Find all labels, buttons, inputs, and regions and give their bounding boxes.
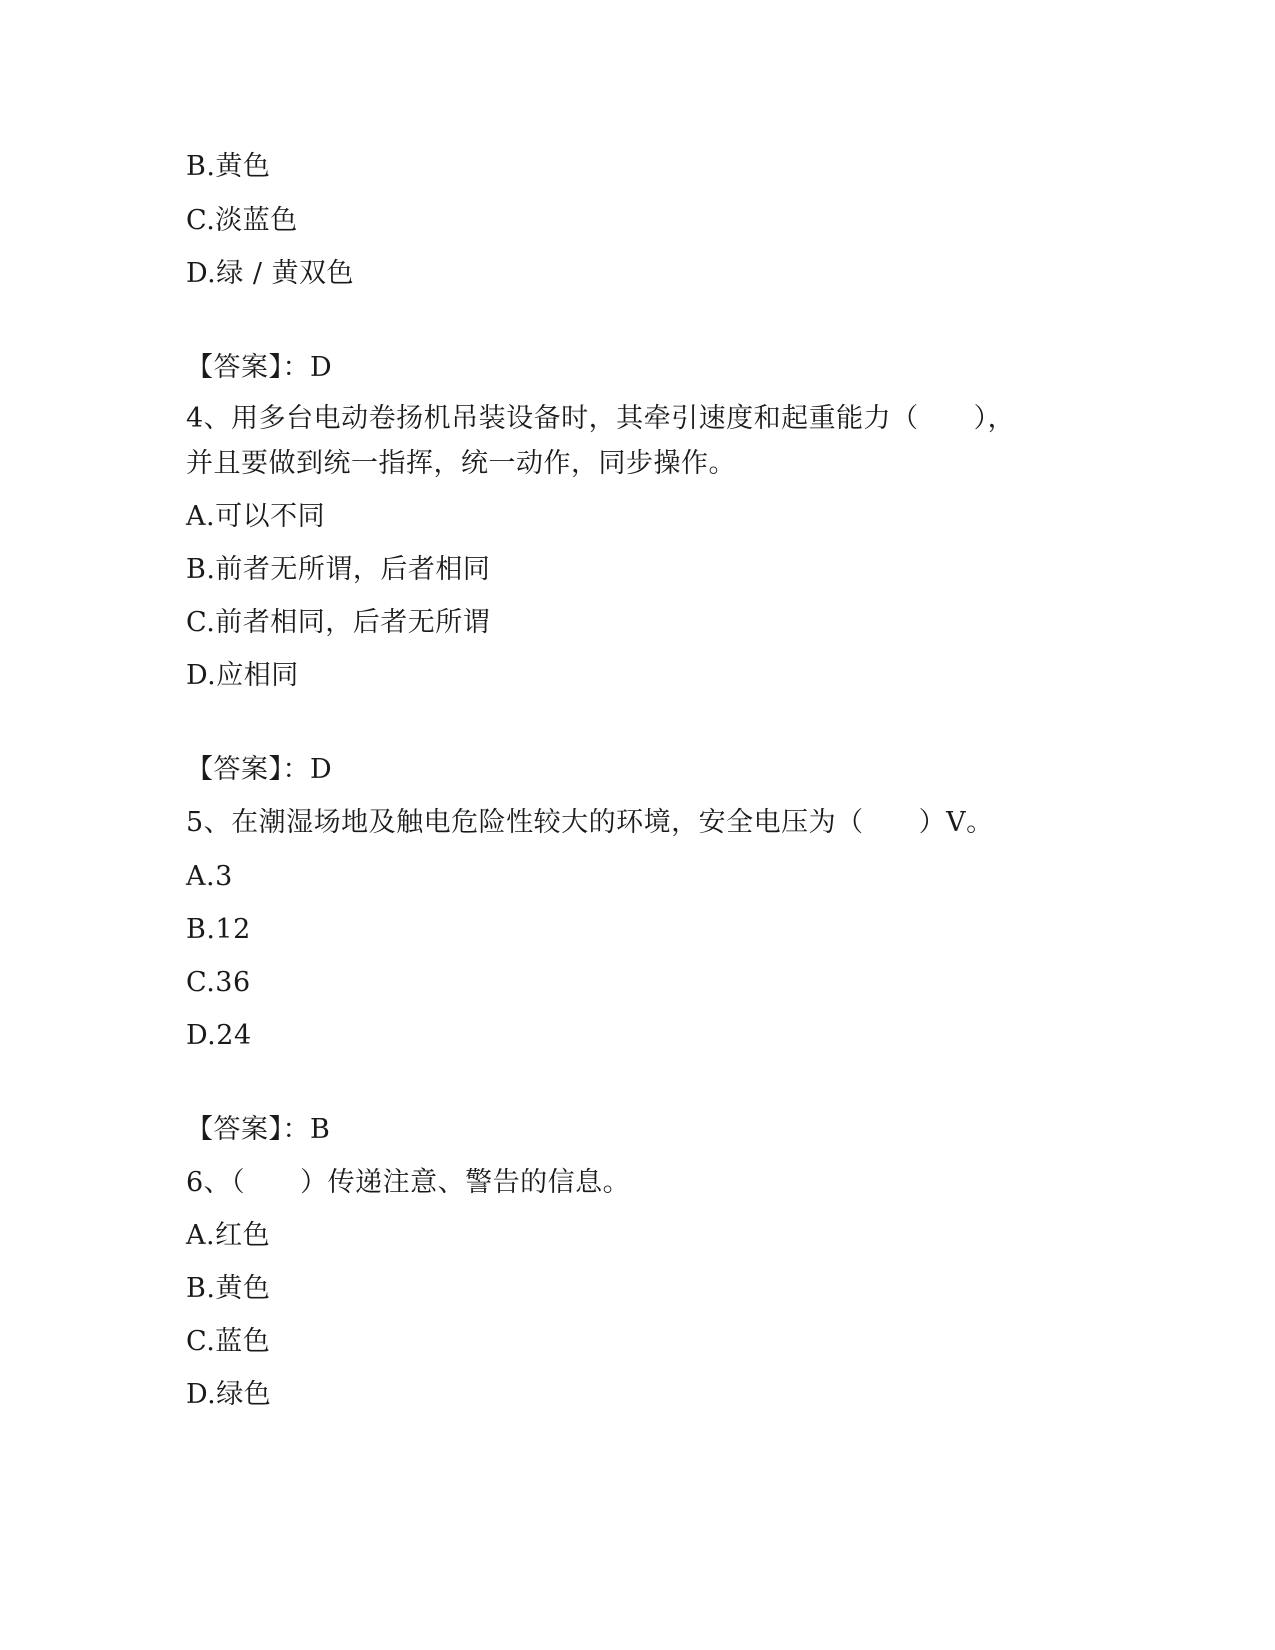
q4-option-b: B.前者无所谓，后者相同 bbox=[186, 554, 491, 585]
q5-option-d: D.24 bbox=[186, 1020, 252, 1051]
q3-option-b: B.黄色 bbox=[186, 151, 271, 182]
q5-stem: 5、在潮湿场地及触电危险性较大的环境，安全电压为（ ）V。 bbox=[186, 807, 994, 838]
q4-answer: 【答案】：D bbox=[186, 754, 333, 785]
q4-option-a: A.可以不同 bbox=[186, 501, 326, 532]
q4-option-d: D.应相同 bbox=[186, 660, 299, 691]
q4-option-c: C.前者相同，后者无所谓 bbox=[186, 607, 491, 638]
q6-option-b: B.黄色 bbox=[186, 1273, 271, 1304]
q6-stem: 6、（ ）传递注意、警告的信息。 bbox=[186, 1167, 631, 1198]
q5-option-b: B.12 bbox=[186, 914, 251, 945]
q3-option-d: D.绿 / 黄双色 bbox=[186, 258, 355, 289]
q5-option-a: A.3 bbox=[186, 861, 233, 892]
q4-stem-line1: 4、用多台电动卷扬机吊装设备时，其牵引速度和起重能力（ ）， bbox=[186, 403, 1016, 434]
q3-answer: 【答案】：D bbox=[186, 352, 333, 383]
q6-option-c: C.蓝色 bbox=[186, 1326, 271, 1357]
q6-option-d: D.绿色 bbox=[186, 1379, 272, 1410]
q5-answer: 【答案】：B bbox=[186, 1114, 331, 1145]
q4-stem-line2: 并且要做到统一指挥，统一动作，同步操作。 bbox=[186, 448, 736, 479]
q3-option-c: C.淡蓝色 bbox=[186, 205, 298, 236]
q6-option-a: A.红色 bbox=[186, 1220, 271, 1251]
q5-option-c: C.36 bbox=[186, 967, 251, 998]
